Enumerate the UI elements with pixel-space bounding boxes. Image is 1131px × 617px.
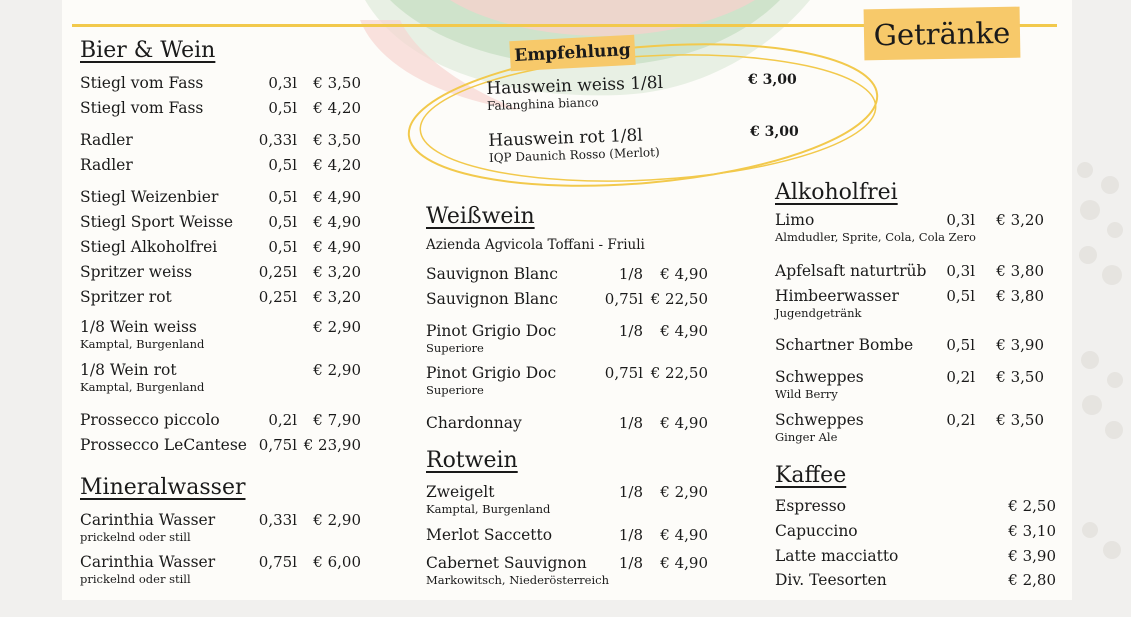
item-name: Sauvignon Blanc [426, 290, 558, 308]
item-price: € 3,00 [750, 124, 799, 140]
item-price: € 2,90 [313, 318, 361, 336]
item-volume: 1/8 [618, 265, 643, 283]
item-name: Sauvignon Blanc [426, 265, 558, 283]
item-note: IQP Daunich Rosso (Merlot) [488, 145, 660, 165]
item-name: Stiegl Alkoholfrei [80, 238, 218, 256]
item-name: Radler [80, 156, 133, 174]
item-name: Prossecco LeCantese [80, 436, 247, 454]
item-price: € 2,90 [660, 483, 708, 501]
item-volume: 0,5l [268, 99, 297, 117]
item-name: Pinot Grigio Doc [426, 322, 557, 340]
item-name: Merlot Saccetto [426, 526, 553, 544]
item-price: € 7,90 [313, 411, 361, 429]
item-price: € 2,90 [313, 361, 361, 379]
item-note: Ginger Ale [775, 430, 838, 444]
item-name: Apfelsaft naturtrüb [775, 262, 927, 280]
section-title-bier-wein: Bier & Wein [80, 38, 216, 63]
item-price: € 3,50 [313, 74, 361, 92]
section-title-mineralwasser: Mineralwasser [80, 475, 246, 500]
item-name: Stiegl Sport Weisse [80, 213, 234, 231]
page-title: Getränke [864, 7, 1021, 61]
item-volume: 0,5l [946, 336, 975, 354]
item-volume: 1/8 [618, 322, 643, 340]
item-name: 1/8 Wein rot [80, 361, 177, 379]
item-note: Kamptal, Burgenland [80, 380, 205, 394]
item-name: Latte macciatto [775, 547, 899, 565]
item-price: € 2,90 [313, 511, 361, 529]
item-volume: 1/8 [618, 483, 643, 501]
section-title-alkoholfrei: Alkoholfrei [775, 180, 898, 205]
decorative-dots [1070, 150, 1130, 580]
item-name: Spritzer weiss [80, 263, 193, 281]
item-volume: 1/8 [618, 526, 643, 544]
item-note: prickelnd oder still [80, 530, 191, 544]
item-name: 1/8 Wein weiss [80, 318, 197, 336]
item-name: Cabernet Sauvignon [426, 554, 587, 572]
item-price: € 2,80 [1008, 571, 1056, 589]
item-price: € 4,20 [313, 156, 361, 174]
item-note: Almdudler, Sprite, Cola, Cola Zero [775, 230, 976, 244]
item-name: Schweppes [775, 368, 864, 386]
item-volume: 0,75l [604, 364, 643, 382]
item-volume: 0,75l [604, 290, 643, 308]
item-price: € 3,50 [313, 131, 361, 149]
item-volume: 0,5l [268, 156, 297, 174]
item-volume: 0,33l [258, 511, 297, 529]
item-name: Carinthia Wasser [80, 553, 216, 571]
item-price: € 23,90 [303, 436, 361, 454]
item-price: € 3,20 [313, 288, 361, 306]
item-name: Capuccino [775, 522, 858, 540]
item-note: Wild Berry [775, 387, 838, 401]
item-volume: 0,3l [946, 211, 975, 229]
item-note: Kamptal, Burgenland [426, 502, 551, 516]
item-price: € 4,90 [313, 188, 361, 206]
item-name: Zweigelt [426, 483, 495, 501]
item-name: Pinot Grigio Doc [426, 364, 557, 382]
item-name: Chardonnay [426, 414, 522, 432]
item-price: € 3,50 [996, 411, 1044, 429]
item-price: € 3,20 [313, 263, 361, 281]
recommendation-ellipse [400, 40, 900, 195]
item-price: € 3,50 [996, 368, 1044, 386]
item-name: Div. Teesorten [775, 571, 887, 589]
item-volume: 0,75l [258, 553, 297, 571]
item-volume: 0,5l [268, 238, 297, 256]
item-price: € 4,20 [313, 99, 361, 117]
item-price: € 3,10 [1008, 522, 1056, 540]
item-price: € 3,20 [996, 211, 1044, 229]
item-name: Prossecco piccolo [80, 411, 220, 429]
item-name: Stiegl Weizenbier [80, 188, 219, 206]
item-price: € 4,90 [660, 265, 708, 283]
item-name: Stiegl vom Fass [80, 99, 204, 117]
recommendation-item [486, 73, 664, 113]
item-volume: 0,2l [946, 411, 975, 429]
item-price: € 3,90 [996, 336, 1044, 354]
item-price: € 4,90 [660, 322, 708, 340]
item-volume: 1/8 [618, 554, 643, 572]
item-name: Stiegl vom Fass [80, 74, 204, 92]
item-volume: 0,5l [268, 188, 297, 206]
item-price: € 3,80 [996, 287, 1044, 305]
item-volume: 1/8 [618, 414, 643, 432]
item-volume: 0,3l [268, 74, 297, 92]
item-name: Spritzer rot [80, 288, 172, 306]
section-title-kaffee: Kaffee [775, 463, 847, 488]
item-volume: 0,25l [258, 263, 297, 281]
producer-note: Azienda Agvicola Toffani - Friuli [426, 237, 645, 253]
item-name: Hauswein rot 1/8l [488, 125, 644, 151]
recommendation-item [488, 125, 660, 165]
item-name: Hauswein weiss 1/8l [486, 72, 664, 99]
item-name: Schweppes [775, 411, 864, 429]
item-note: Falanghina bianco [486, 95, 599, 113]
item-note: Jugendgetränk [775, 306, 862, 320]
item-name: Carinthia Wasser [80, 511, 216, 529]
item-name: Himbeerwasser [775, 287, 899, 305]
section-title-rotwein: Rotwein [426, 448, 518, 473]
item-volume: 0,2l [946, 368, 975, 386]
item-volume: 0,3l [946, 262, 975, 280]
item-price: € 4,90 [313, 238, 361, 256]
item-price: € 4,90 [660, 554, 708, 572]
item-price: € 22,50 [650, 364, 708, 382]
item-name: Schartner Bombe [775, 336, 914, 354]
item-price: € 3,90 [1008, 547, 1056, 565]
item-volume: 0,75l [258, 436, 297, 454]
item-price: € 4,90 [313, 213, 361, 231]
item-name: Radler [80, 131, 133, 149]
item-volume: 0,25l [258, 288, 297, 306]
item-note: Markowitsch, Niederösterreich [426, 573, 610, 587]
item-volume: 0,2l [268, 411, 297, 429]
item-price: € 4,90 [660, 526, 708, 544]
item-name: Espresso [775, 497, 847, 515]
item-name: Limo [775, 211, 815, 229]
item-note: prickelnd oder still [80, 572, 191, 586]
item-volume: 0,5l [268, 213, 297, 231]
item-note: Superiore [426, 383, 484, 397]
item-volume: 0,5l [946, 287, 975, 305]
item-price: € 3,80 [996, 262, 1044, 280]
item-volume: 0,33l [258, 131, 297, 149]
item-price: € 6,00 [313, 553, 361, 571]
recommendation-label: Empfehlung [509, 35, 635, 72]
section-title-weisswein: Weißwein [426, 204, 535, 229]
item-price: € 3,00 [748, 72, 797, 88]
item-note: Superiore [426, 341, 484, 355]
item-price: € 2,50 [1008, 497, 1056, 515]
item-note: Kamptal, Burgenland [80, 337, 205, 351]
item-price: € 22,50 [650, 290, 708, 308]
item-price: € 4,90 [660, 414, 708, 432]
